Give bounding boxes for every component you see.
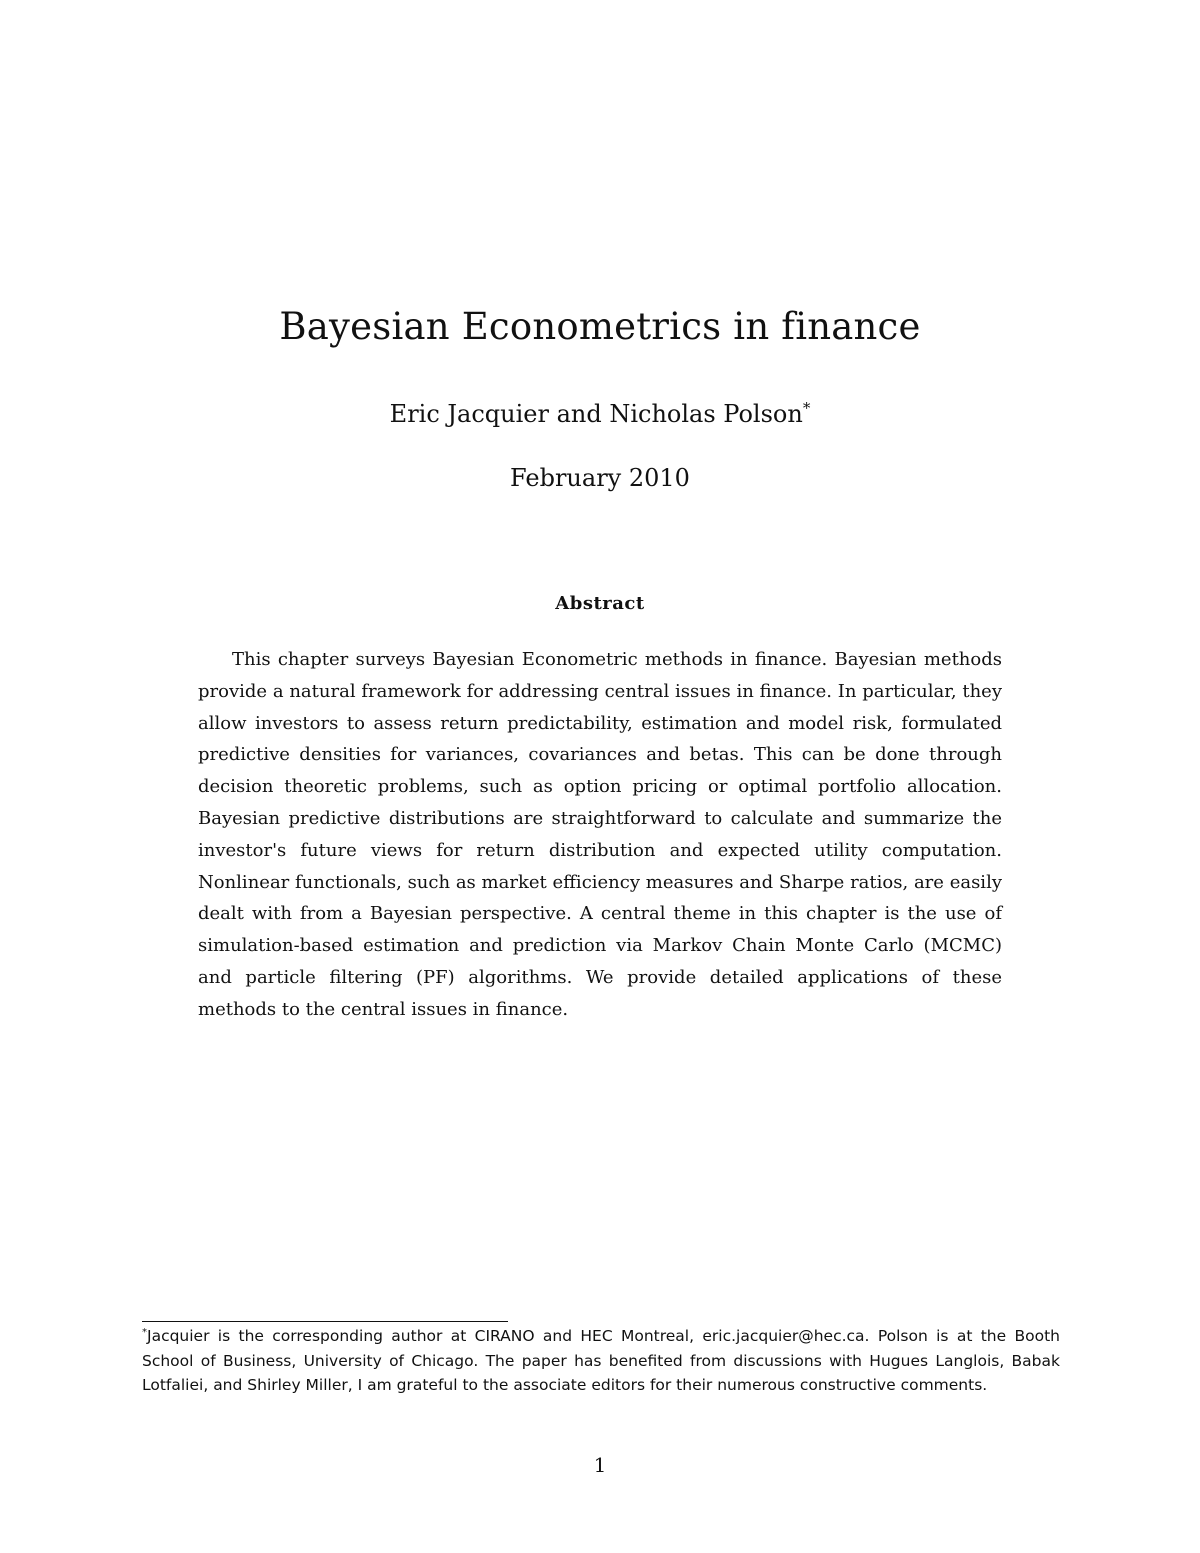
abstract-body: This chapter surveys Bayesian Econometric methods in finance. Bayesian methods provide a natural framework for addressing central issues in finance. In particular, they allow investors to assess return predictability, estimation and model risk, formulated predictive densities for variances, covariances and betas. This can be done through decision theoretic problems, such as option pricing or optimal portfolio allocation. Bayesian predictive distributions are straightforward to calculate and summarize the investor's future views for return distribution and expected utility computation. Nonlinear functionals, such as market efficiency measures and Sharpe ratios, are easily dealt with from a Bayesian perspective. A central theme in this chapter is the use of simulation-based estimation and prediction via Markov Chain Monte Carlo (MCMC) and particle filtering (PF) algorithms. We provide detailed applications of these methods to the central issues in finance. [198,649,1002,1020]
page-number: 1 [593,1453,607,1477]
publication-date: February 2010 [510,464,690,492]
author-names: Eric Jacquier and Nicholas Polson [389,400,803,428]
paper-title: Bayesian Econometrics in finance [279,305,921,348]
footnote-text: Jacquier is the corresponding author at CIRANO and HEC Montreal, eric.jacquier@hec.ca. Polson is at the Booth School of Business, University of Chicago. The paper has benefited from discussions with Hugues Langlois, Babak Lotfaliei, and Shirley Miller, I am grateful to the associate editors for their numerous constructive comments. [142,1327,1060,1394]
footnote-rule [142,1321,508,1322]
footnote [142,1324,1060,1398]
author-line [0,400,1200,428]
abstract-heading: Abstract [555,593,645,614]
author-footnote-mark: * [802,399,811,417]
footnote-mark: * [142,1326,147,1338]
